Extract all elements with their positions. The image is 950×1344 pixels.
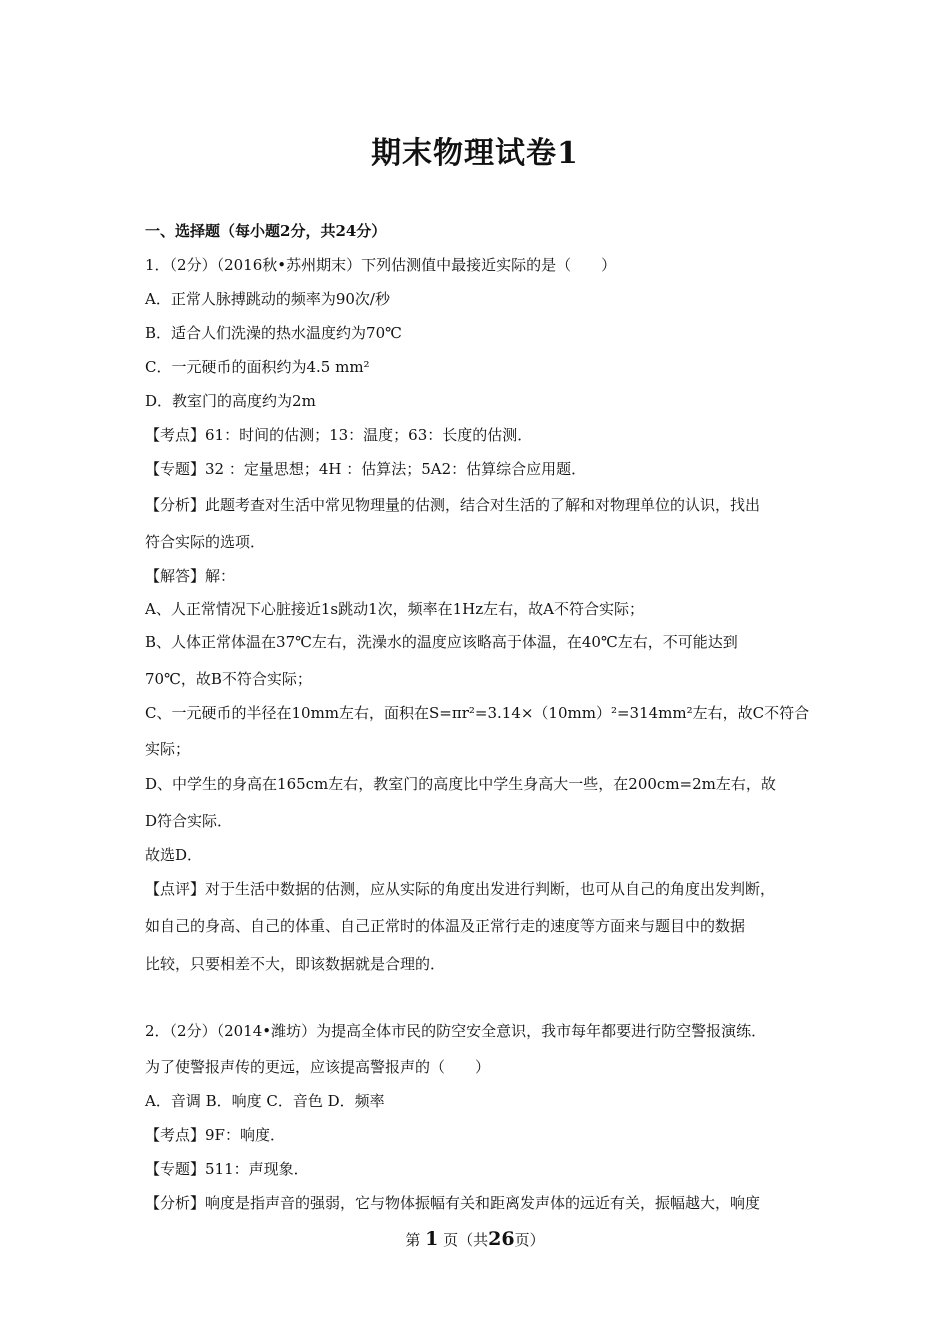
question-2-stem-cont: 为了使警报声传的更远，应该提高警报声的（ ） [145,1058,491,1076]
answer-b-cont: 70℃，故B不符合实际； [145,670,312,688]
question-1-stem: 1．（2分）（2016秋•苏州期末）下列估测值中最接近实际的是（ ） [145,256,617,274]
answer-d: D、中学生的身高在165cm左右，教室门的高度比中学生身高大一些，在200cm=2m左右，故 [145,775,776,793]
fenxi-line: 【分析】此题考查对生活中常见物理量的估测，结合对生活的了解和对物理单位的认识，找出 [145,496,761,514]
footer-suffix: 页） [514,1231,545,1249]
answer-b: B、人体正常体温在37℃左右，洗澡水的温度应该略高于体温，在40℃左右，不可能达到 [145,633,738,651]
option-b: B．适合人们洗澡的热水温度约为70℃ [145,324,402,342]
page-footer [0,1228,950,1250]
question-2-options: A．音调 B．响度 C．音色 D．频率 [145,1092,385,1110]
dianping-line: 【点评】对于生活中数据的估测，应从实际的角度出发进行判断，也可从自己的角度出发判断， [145,880,776,898]
question-2-stem: 2．（2分）（2014•潍坊）为提高全体市民的防空安全意识，我市每年都要进行防空警报演练． [145,1022,767,1040]
answer-a: A、人正常情况下心脏接近1s跳动1次，频率在1Hz左右，故A不符合实际； [145,600,644,618]
fenxi-line-cont: 符合实际的选项． [145,533,266,551]
footer-total-pages: 26 [488,1228,515,1250]
option-a: A．正常人脉搏跳动的频率为90次/秒 [145,290,390,308]
answer-choice: 故选D． [145,846,203,864]
footer-page-number: 1 [425,1228,439,1250]
dianping-line-3: 比较，只要相差不大，即该数据就是合理的． [145,955,446,973]
zhuanti-line: 【专题】32 ：定量思想；4H ：估算法；5A2：估算综合应用题． [145,460,587,478]
dianping-line-2: 如自己的身高、自己的体重、自己正常时的体温及正常行走的速度等方面来与题目中的数据 [145,917,746,935]
option-c: C．一元硬币的面积约为4.5 mm² [145,358,370,376]
answer-c-cont: 实际； [145,740,191,758]
question-2-kaodian: 【考点】9F：响度． [145,1126,285,1144]
footer-middle: 页（共 [443,1231,489,1249]
option-d: D．教室门的高度约为2m [145,392,316,410]
section-heading: 一、选择题（每小题2分，共24分） [145,222,387,240]
answer-c: C、一元硬币的半径在10mm左右，面积在S=πr²=3.14×（10mm）²=314mm²左右，故C不符合 [145,704,810,722]
question-2-fenxi: 【分析】响度是指声音的强弱，它与物体振幅有关和距离发声体的远近有关，振幅越大，响度 [145,1194,761,1212]
answer-d-cont: D符合实际． [145,812,233,830]
footer-prefix: 第 [405,1231,421,1249]
question-2-zhuanti: 【专题】511：声现象． [145,1160,309,1178]
jieda-heading: 【解答】解： [145,567,236,585]
kaodian-line: 【考点】61：时间的估测；13：温度；63：长度的估测． [145,426,533,444]
page-title: 期末物理试卷1 [371,136,579,171]
